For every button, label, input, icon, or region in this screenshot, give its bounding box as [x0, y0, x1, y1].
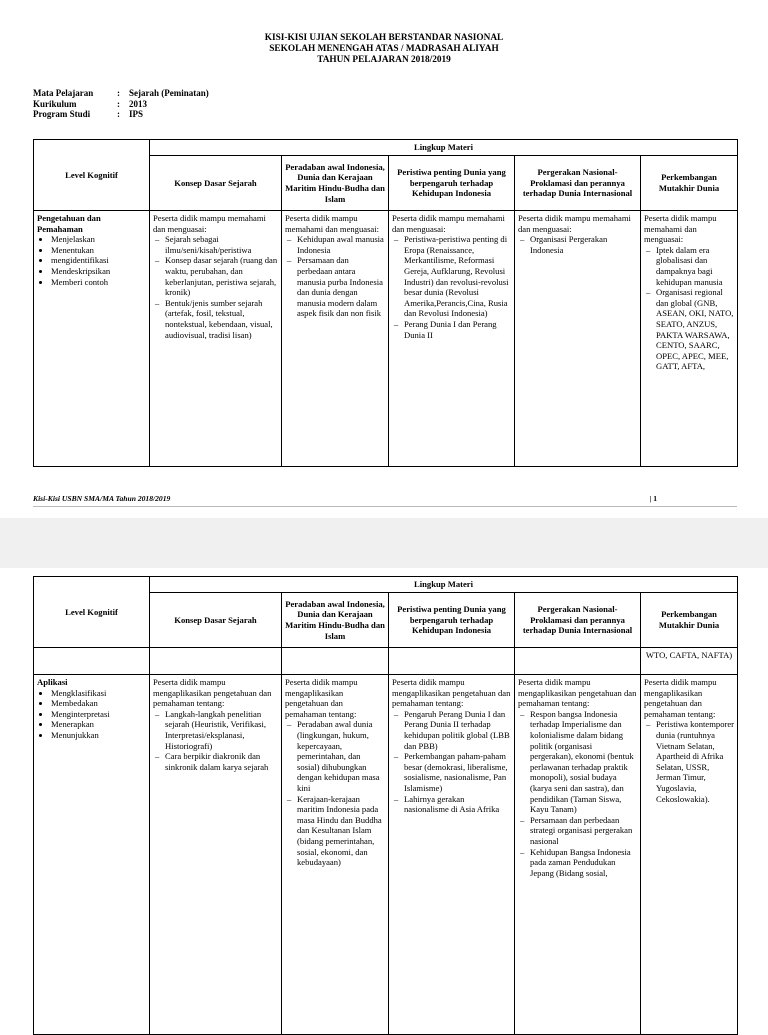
list-item: – Pengaruh Perang Dunia I dan Perang Dunia II terhadap kehidupan politik global (LBB dan PBB)	[404, 709, 511, 751]
header-col1: Konsep Dasar Sejarah	[150, 593, 282, 648]
cell-intro: Peserta didik mampu mengaplikasikan pengetahuan dan pemahaman tentang:	[392, 677, 511, 709]
list-item: – Kehidupan Bangsa Indonesia pada zaman Pendudukan Jepang (Bidang sosial,	[530, 847, 637, 879]
level-list	[37, 234, 146, 287]
page-footer	[33, 494, 737, 504]
list-item: • Membedakan	[51, 698, 146, 709]
curriculum-label: Kurikulum	[33, 98, 77, 109]
list-item: • Menjelaskan	[51, 234, 146, 245]
content-cell-col4	[515, 675, 641, 1035]
list-item: – Lahirnya gerakan nasionalisme di Asia Afrika	[404, 794, 511, 815]
content-cell-col3	[389, 211, 515, 467]
list-item: – Peristiwa kontemporer dunia (runtuhnya Vietnam Selatan, Apartheid di Afrika Selatan, USSR, Jerman Timur, Yugoslavia, Cekoslowakia).	[656, 719, 734, 804]
header-col5: Perkembangan Mutakhir Dunia	[641, 593, 738, 648]
continued-cell-col5: WTO, CAFTA, NAFTA)	[641, 648, 738, 675]
cell-intro: Peserta didik mampu memahami dan menguasai:	[153, 213, 266, 234]
list-item: – Peristiwa-peristiwa penting di Eropa (Renaissance, Merkantilisme, Reformasi Gereja, Aufklarung, Revolusi Industri) dan revolusi-revolusi besar dunia (Revolusi Amerika,Perancis,Cina, Rusia dan Revolusi Indonesia)	[404, 234, 511, 319]
content-cell-col5	[641, 675, 738, 1035]
cell-intro: Peserta didik mampu memahami dan menguasai:	[518, 213, 631, 234]
cell-intro: Peserta didik mampu mengaplikasikan pengetahuan dan pemahaman tentang:	[153, 677, 272, 709]
content-cell-col5	[641, 211, 738, 467]
header-col2: Peradaban awal Indonesia, Dunia dan Kerajaan Maritim Hindu-Budha dan Islam	[282, 156, 389, 211]
list-item: – Bentuk/jenis sumber sejarah (artefak, fosil, tekstual, nontekstual, kebendaan, visual, audiovisual, tradisi lisan)	[165, 298, 278, 340]
list-item: • Mendeskripsikan	[51, 266, 146, 277]
header-col2: Peradaban awal Indonesia, Dunia dan Kerajaan Maritim Hindu-Budha dan Islam	[282, 593, 389, 648]
list-item: – Organisasi Pergerakan Indonesia	[530, 234, 637, 255]
cell-intro: Peserta didik mampu memahami dan menguasai:	[285, 213, 380, 234]
footer-text: Kisi-Kisi USBN SMA/MA Tahun 2018/2019	[33, 494, 171, 503]
cell-intro: Peserta didik mampu memahami dan menguasai:	[644, 213, 717, 245]
list-item: – Respon bangsa Indonesia terhadap Imperialisme dan kolonialisme dalam bidang politik (organisasi pergerakan), ekonomi (bentuk perlawanan terhadap praktik monopoli), sosial budaya (karya seni dan sastra), dan pendidikan (Taman Siswa, Kayu Tanam)	[530, 709, 637, 815]
list-item: – Iptek dalam era globalisasi dan dampaknya bagi kehidupan manusia	[656, 245, 734, 287]
list-item: – Cara berpikir diakronik dan sinkronik dalam karya sejarah	[165, 751, 278, 772]
cell-intro: Peserta didik mampu mengaplikasikan pengetahuan dan pemahaman tentang:	[285, 677, 358, 719]
subject-label: Mata Pelajaran	[33, 88, 94, 98]
content-cell-col1	[150, 675, 282, 1035]
header-col5: Perkembangan Mutakhir Dunia	[641, 156, 738, 211]
kisi-table-page1	[33, 139, 738, 467]
page-number: | 1	[649, 494, 657, 503]
document-meta: Mata Pelajaran : Sejarah (Peminatan) Kurikulum : 2013 Program Studi : IPS	[33, 88, 209, 119]
header-lingkup-materi: Lingkup Materi	[150, 577, 738, 593]
list-item: – Persamaan dan perbedaan strategi organisasi pergerakan nasional	[530, 815, 637, 847]
list-item: – Kerajaan-kerajaan maritim Indonesia pada masa Hindu dan Buddha dan Kesultanan Islam (bidang pemerintahan, sosial, ekonomi, dan kebudayaan)	[297, 794, 385, 868]
list-item: – Sejarah sebagai ilmu/seni/kisah/peristiwa	[165, 234, 278, 255]
header-lingkup-materi: Lingkup Materi	[150, 140, 738, 156]
footer-divider	[33, 506, 737, 507]
list-item: – Kehidupan awal manusia Indonesia	[297, 234, 385, 255]
header-col4: Pergerakan Nasional-Proklamasi dan perannya terhadap Dunia Internasional	[515, 156, 641, 211]
program-value: IPS	[129, 109, 144, 119]
content-cell-col2	[282, 675, 389, 1035]
list-item: • Memberi contoh	[51, 277, 146, 288]
level-title: Pengetahuan dan Pemahaman	[37, 213, 101, 234]
content-cell-col3	[389, 675, 515, 1035]
level-title: Aplikasi	[37, 677, 68, 687]
list-item: • Menginterpretasi	[51, 709, 146, 720]
curriculum-value: 2013	[129, 98, 147, 109]
level-cell	[34, 675, 150, 1035]
header-level-kognitif: Level Kognitif	[34, 577, 150, 648]
list-item: • Mengklasifikasi	[51, 688, 146, 699]
cell-intro: Peserta didik mampu mengaplikasikan pengetahuan dan pemahaman tentang:	[518, 677, 637, 709]
cell-intro: Peserta didik mampu memahami dan menguasai:	[392, 213, 505, 234]
level-cell	[34, 211, 150, 467]
header-col4: Pergerakan Nasional-Proklamasi dan perannya terhadap Dunia Internasional	[515, 593, 641, 648]
list-item: • Menunjukkan	[51, 730, 146, 741]
list-item: • mengidentifikasi	[51, 255, 146, 266]
content-cell-col2	[282, 211, 389, 467]
header-level-kognitif: Level Kognitif	[34, 140, 150, 211]
list-item: – Perang Dunia I dan Perang Dunia II	[404, 319, 511, 340]
program-label: Program Studi	[33, 109, 91, 119]
list-item: – Organisasi regional dan global (GNB, ASEAN, OKI, NATO, SEATO, ANZUS, PAKTA WARSAWA, CENTO, SAARC, OPEC, APEC, MEE, GATT, AFTA,	[656, 287, 734, 372]
document-year: TAHUN PELAJARAN 2018/2019	[317, 55, 451, 65]
header-col3: Peristiwa penting Dunia yang berpengaruh terhadap Kehidupan Indonesia	[389, 593, 515, 648]
list-item: • Menerapkan	[51, 719, 146, 730]
page-gap	[0, 518, 768, 568]
content-cell-col4	[515, 211, 641, 467]
list-item: – Langkah-langkah penelitian sejarah (Heuristik, Verifikasi, Interpretasi/eksplanasi, Historiografi)	[165, 709, 278, 751]
content-cell-col1	[150, 211, 282, 467]
level-list	[37, 688, 146, 741]
list-item: – Peradaban awal dunia (lingkungan, hukum, kepercayaan, pemerintahan, dan sosial) dihubungkan dengan kehidupan masa kini	[297, 719, 385, 793]
cell-intro: Peserta didik mampu mengaplikasikan pengetahuan dan pemahaman tentang:	[644, 677, 717, 719]
list-item: – Persamaan dan perbedaan antara manusia purba Indonesia dan dunia dengan manusia modern dalam aspek fisik dan non fisik	[297, 255, 385, 319]
list-item: • Menentukan	[51, 245, 146, 256]
document-title: KISI-KISI UJIAN SEKOLAH BERSTANDAR NASIONAL	[264, 33, 504, 43]
header-col1: Konsep Dasar Sejarah	[150, 156, 282, 211]
page-2	[0, 568, 768, 1024]
header-col3: Peristiwa penting Dunia yang berpengaruh terhadap Kehidupan Indonesia	[389, 156, 515, 211]
kisi-table-page2	[33, 576, 738, 1035]
list-item: – Konsep dasar sejarah (ruang dan waktu, perubahan, dan keberlanjutan, peristiwa sejarah, kronik)	[165, 255, 278, 297]
document-subtitle: SEKOLAH MENENGAH ATAS / MADRASAH ALIYAH	[269, 44, 499, 54]
list-item: – Perkembangan paham-paham besar (demokrasi, liberalisme, sosialisme, nasionalisme, Pan Islamisme)	[404, 751, 511, 793]
subject-value: Sejarah (Peminatan)	[129, 88, 209, 98]
